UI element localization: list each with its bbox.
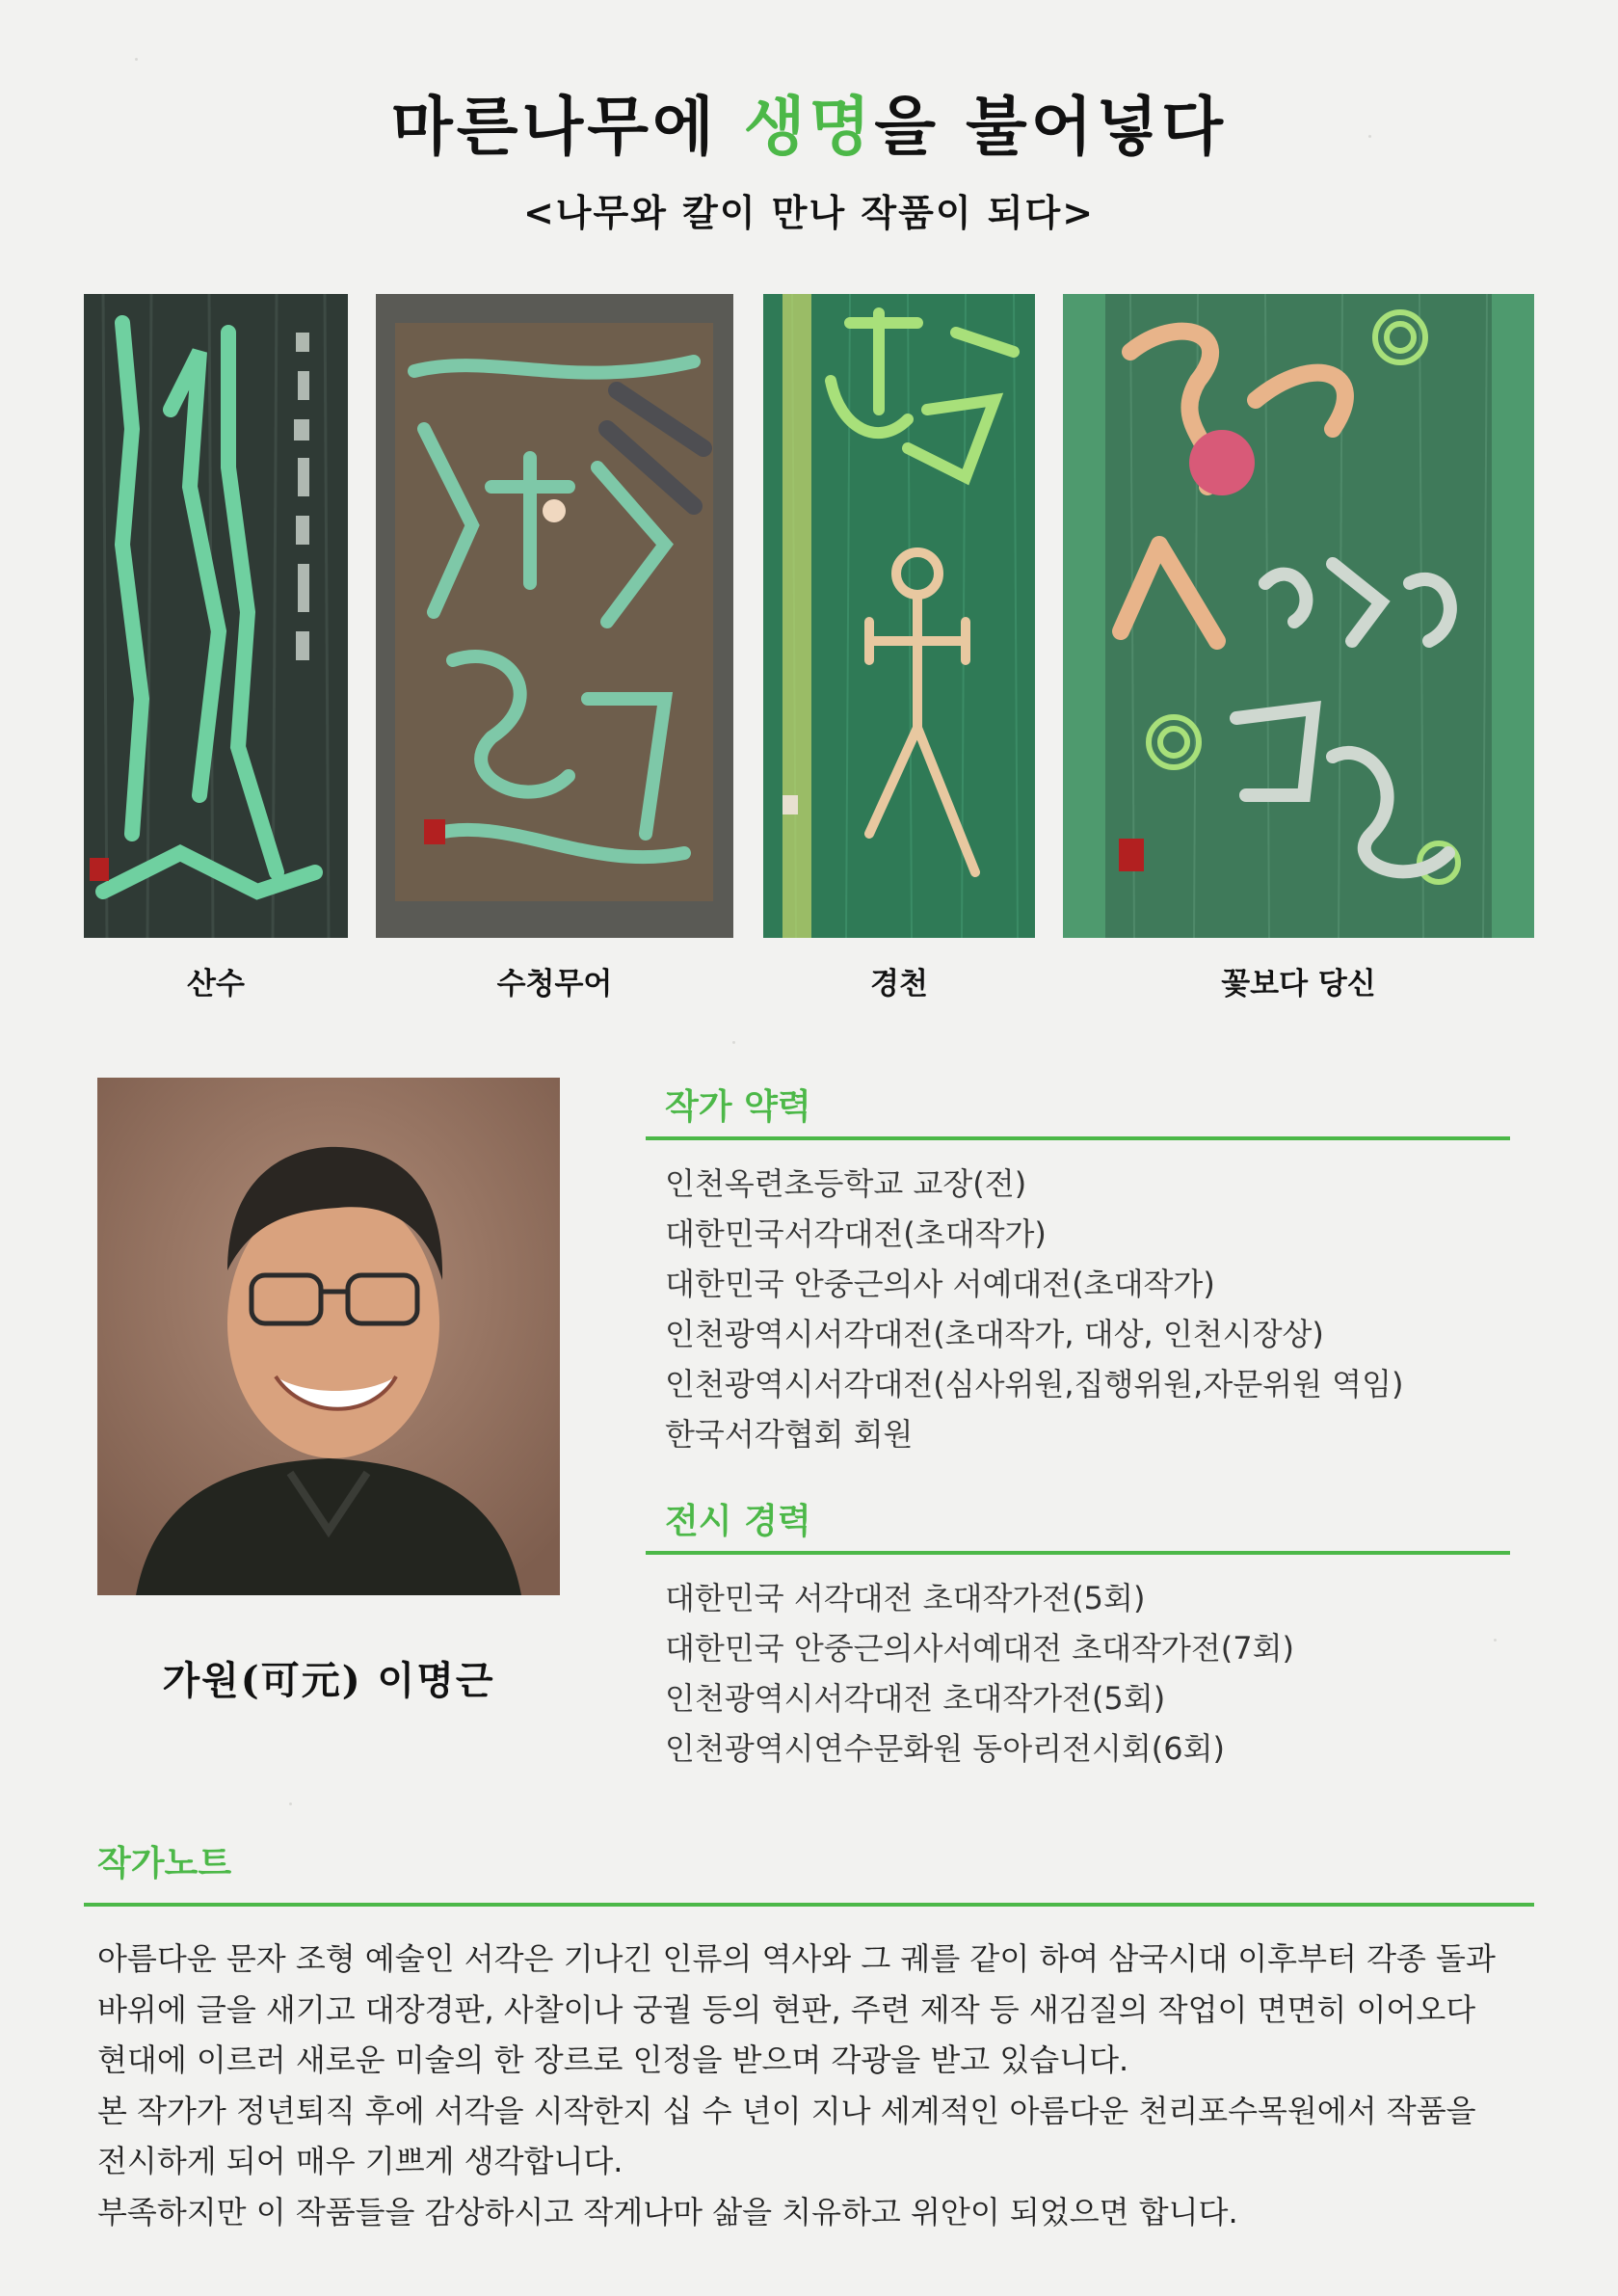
artwork-title: 꽃보다 당신 <box>1221 967 1376 1001</box>
note-body <box>97 1934 1524 2237</box>
artwork-title: 산수 <box>187 967 245 1001</box>
list-item: 인천옥련초등학교 교장(전) <box>665 1165 1027 1202</box>
note-line: 부족하지만 이 작품들을 감상하시고 작게나마 삶을 치유하고 위안이 되었으면 합니다. <box>97 2193 1238 2230</box>
career-list <box>665 1159 1403 1459</box>
exhibitions-heading: 전시 경력 <box>665 1502 811 1541</box>
list-item: 인천광역시연수문화원 동아리전시회(6회) <box>665 1730 1226 1767</box>
artist-portrait <box>97 1078 560 1595</box>
artwork-title: 경천 <box>870 967 928 1001</box>
note-line: 아름다운 문자 조형 예술인 서각은 기나긴 인류의 역사와 그 궤를 같이 하여 삼국시대 이후부터 각종 돌과 <box>97 1940 1496 1977</box>
list-item: 인천광역시서각대전 초대작가전(5회) <box>665 1680 1166 1717</box>
artwork-image-kkotboda-dangsin <box>1063 294 1534 938</box>
list-item: 대한민국 서각대전 초대작가전(5회) <box>665 1580 1146 1616</box>
paper-texture <box>1494 1639 1497 1642</box>
note-line: 전시하게 되어 매우 기쁘게 생각합니다. <box>97 2143 623 2179</box>
note-divider <box>84 1903 1534 1907</box>
list-item: 한국서각협회 회원 <box>665 1416 914 1453</box>
career-heading: 작가 약력 <box>665 1087 811 1127</box>
note-line: 현대에 이르러 새로운 미술의 한 장르로 인정을 받으며 각광을 받고 있습니다. <box>97 2042 1129 2078</box>
title-highlight: 생명 <box>743 89 875 164</box>
note-heading: 작가노트 <box>97 1844 232 1883</box>
paper-texture <box>289 1802 292 1805</box>
artwork-image-sansu <box>84 294 348 938</box>
paper-texture <box>135 58 138 61</box>
artwork-image-sucheongmueo <box>376 294 733 938</box>
list-item: 대한민국 안중근의사 서예대전(초대작가) <box>665 1266 1215 1302</box>
career-divider <box>646 1136 1510 1140</box>
note-line: 바위에 글을 새기고 대장경판, 사찰이나 궁궐 등의 현판, 주련 제작 등 새김질의 작업이 면면히 이어오다 <box>97 1990 1476 2028</box>
note-line: 본 작가가 정년퇴직 후에 서각을 시작한지 십 수 년이 지나 세계적인 아름다운 천리포수목원에서 작품을 <box>97 2092 1476 2129</box>
page-title: 마른나무에 생명을 불어넣다 <box>390 89 1228 164</box>
list-item: 인천광역시서각대전(심사위원,집행위원,자문위원 역임) <box>665 1366 1404 1402</box>
paper-texture <box>732 1041 735 1044</box>
artwork-title: 수청무어 <box>496 967 613 1001</box>
list-item: 대한민국 안중근의사서예대전 초대작가전(7회) <box>665 1630 1295 1667</box>
exhibitions-divider <box>646 1551 1510 1555</box>
page-subtitle: <나무와 칼이 만나 작품이 되다> <box>522 191 1096 234</box>
artwork-image-gyeongcheon <box>763 294 1035 938</box>
exhibitions-list <box>665 1573 1294 1774</box>
list-item: 인천광역시서각대전(초대작가, 대상, 인천시장상) <box>665 1316 1324 1352</box>
list-item: 대한민국서각대전(초대작가) <box>665 1215 1047 1252</box>
artist-name: 가원(可元) 이명근 <box>162 1658 495 1703</box>
